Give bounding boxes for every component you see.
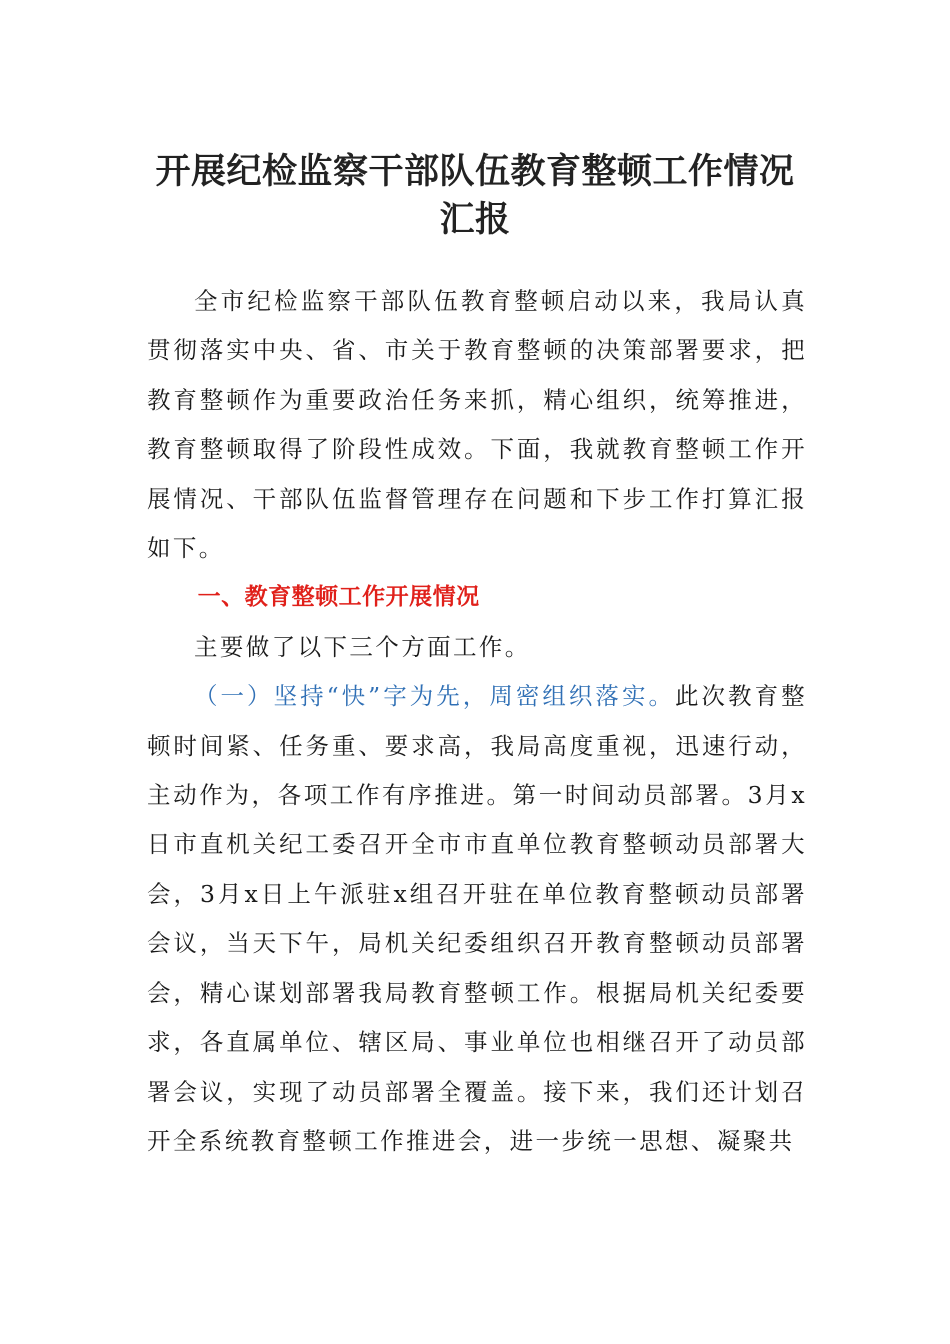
title-line-1: 开展纪检监察干部队伍教育整顿工作情况 [155,152,795,192]
section-1-lead: 主要做了以下三个方面工作。 [194,632,531,661]
document-title [100,148,850,244]
intro-paragraph: 全市纪检监察干部队伍教育整顿启动以来，我局认真贯彻落实中央、省、市关于教育整顿的决策部署要求，把教育整顿作为重要政治任务来抓，精心组织，统筹推进，教育整顿取得了阶段性成效。下面，我就教育整顿工作开展情况、干部队伍监督管理存在问题和下步工作打算汇报如下。 [147,287,807,563]
document-body [147,277,807,1166]
subsection-1-heading: （一）坚持“快”字为先，周密组织落实。 [194,682,675,711]
title-line-2: 汇报 [439,200,511,240]
section-1-heading: 一、教育整顿工作开展情况 [197,584,480,611]
subsection-1-paragraph [147,672,807,1166]
subsection-1-body: 此次教育整顿时间紧、任务重、要求高，我局高度重视，迅速行动，主动作为，各项工作有序推进。第一时间动员部署。3月x日市直机关纪工委召开全市市直单位教育整顿动员部署大会，3月x日上午派驻x组召开驻在单位教育整顿动员部署会议，当天下午，局机关纪委组织召开教育整顿动员部署会，精心谋划部署我局教育整顿工作。根据局机关纪委要求，各直属单位、辖区局、事业单位也相继召开了动员部署会议，实现了动员部署全覆盖。接下来，我们还计划召开全系统教育整顿工作推进会，进一步统一思想、凝聚共 [147,682,807,1155]
